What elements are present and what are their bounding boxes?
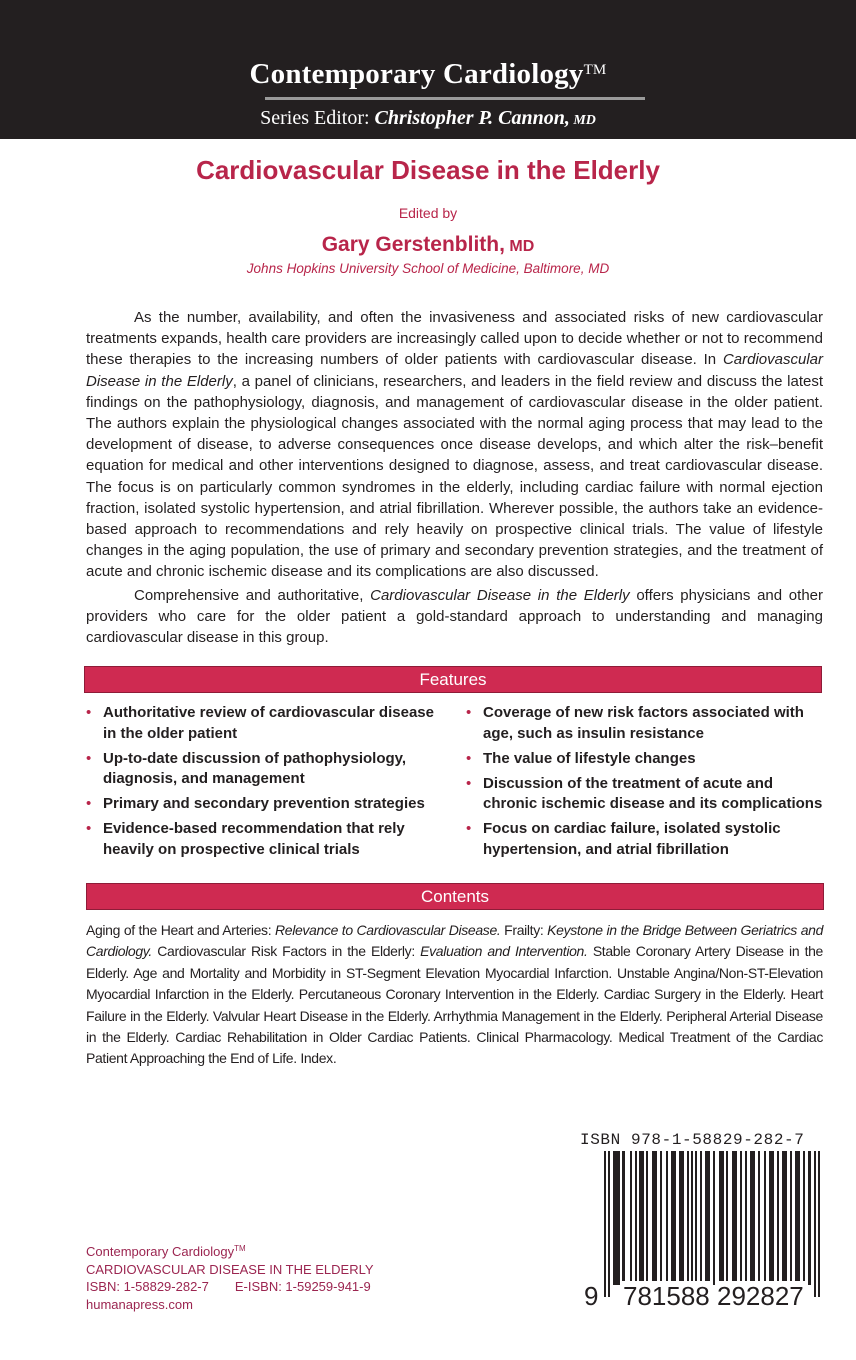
feature-item [466, 703, 828, 744]
editor-name [0, 233, 856, 257]
barcode-isbn-label: ISBN 978-1-58829-282-7 [580, 1131, 805, 1149]
feature-item [466, 749, 828, 770]
bullet-icon: • [86, 749, 92, 767]
chapter-title: Cardiovascular Risk Factors in the Elderly: [151, 943, 421, 960]
chapter-subtitle: Relevance to Cardiovascular Disease. [275, 922, 501, 938]
barcode-digit-group: 292827 [717, 1281, 804, 1311]
features-list-left [86, 703, 446, 865]
chapter-title: Aging of the Heart and Arteries: [86, 922, 276, 938]
bullet-icon: • [466, 774, 472, 792]
publisher-website: humanapress.com [86, 1296, 193, 1312]
bullet-icon: • [86, 820, 92, 837]
description-paragraph-2 [86, 585, 823, 649]
description-text: Comprehensive and authoritative, [134, 587, 371, 604]
edited-by-label: Edited by [398, 205, 458, 221]
feature-text: Up-to-date discussion of pathophysiology, diagnosis, and management [103, 749, 407, 787]
description-text: As the number, availability, and often the invasiveness and associated risks of new cardiovascular treatments expands, health care providers are increasingly called upon to decide whether or not to recommend these therapies to the increasing numbers of older patients with cardiovascular disease. In [86, 309, 823, 369]
series-title-text: Contemporary Cardiology [249, 58, 584, 90]
feature-item [466, 819, 828, 860]
bullet-icon: • [466, 704, 472, 721]
series-title [0, 58, 856, 91]
series-editor-name: Christopher P. Cannon, [374, 107, 570, 129]
e-isbn: E-ISBN: 1-59259-941-9 [234, 1279, 371, 1294]
description-paragraph-1 [86, 307, 823, 583]
publisher-imprint [86, 1240, 374, 1313]
feature-text: Authoritative review of cardiovascular disease in the older patient [103, 704, 434, 742]
series-header-band [0, 0, 856, 139]
bullet-icon: • [466, 820, 472, 837]
feature-text: Discussion of the treatment of acute and chronic ischemic disease and its complications [483, 774, 823, 812]
series-editor-label: Series Editor: [260, 107, 375, 129]
feature-item [86, 794, 446, 815]
header-divider [265, 97, 645, 100]
barcode-digit-group: 781588 [623, 1281, 710, 1311]
chapter-title: Frailty: [500, 922, 548, 938]
imprint-title: CARDIOVASCULAR DISEASE IN THE ELDERLY [86, 1261, 374, 1277]
contents-heading-bar: Contents [86, 883, 824, 910]
isbn: ISBN: 1-58829-282-7 [86, 1279, 209, 1294]
isbn-barcode-icon [604, 1151, 822, 1297]
series-editor-line [0, 107, 856, 130]
bullet-icon: • [466, 749, 472, 767]
barcode-lead-digit: 9 [584, 1281, 599, 1311]
imprint-isbns [86, 1278, 374, 1296]
chapter-subtitle: Keystone in the Bridge Between Geriatrics and Cardiology. [86, 922, 824, 960]
imprint-series-text: Contemporary Cardiology [86, 1244, 235, 1259]
book-title-inline: Cardiovascular Disease in the Elderly [86, 351, 823, 390]
feature-text: The value of lifestyle changes [483, 749, 696, 767]
feature-item [86, 703, 446, 744]
feature-text: Focus on cardiac failure, isolated systolic hypertension, and atrial fibrillation [483, 820, 781, 858]
feature-text: Evidence-based recommendation that rely heavily on prospective clinical trials [103, 820, 405, 858]
chapter-titles: Stable Coronary Artery Disease in the Elderly. Age and Mortality and Morbidity in ST-Segment Elevation Myocardial Infarction. Unstable Angina/Non-ST-Elevation Myocardial Infarction in the Elderly. Percutaneous Coronary Intervention in the Elderly. Cardiac Surgery in the Elderly. Heart Failure in the Elderly. Valvular Heart Disease in the Elderly. Arrhythmia Management in the Elderly. Peripheral Arterial Disease in the Elderly. Cardiac Rehabilitation in Older Cardiac Patients. Clinical Pharmacology. Medical Treatment of the Cardiac Patient Approaching the End of Life. Index. [86, 943, 823, 1067]
editor-name-text: Gary Gerstenblith, [321, 233, 505, 256]
features-list-right [466, 703, 828, 865]
contents-list [86, 920, 823, 1070]
feature-text: Coverage of new risk factors associated with age, such as insulin resistance [483, 704, 804, 742]
features-heading-bar: Features [84, 666, 822, 693]
feature-text: Primary and secondary prevention strategies [103, 795, 425, 812]
trademark-mark: TM [234, 1244, 246, 1253]
trademark-mark: TM [583, 62, 607, 78]
bullet-icon: • [86, 704, 92, 721]
bullet-icon: • [86, 795, 92, 812]
book-title: Cardiovascular Disease in the Elderly [196, 155, 660, 185]
book-title-inline: Cardiovascular Disease in the Elderly [370, 587, 630, 604]
description-text: offers physicians and other providers who care for the older patient a gold-standard approach to understanding and managing cardiovascular disease in this group. [86, 587, 823, 647]
feature-item [86, 819, 446, 860]
chapter-subtitle: Evaluation and Intervention. [420, 943, 588, 960]
feature-item [86, 749, 446, 790]
imprint-series [86, 1240, 374, 1261]
feature-item [466, 774, 828, 815]
editor-affiliation: Johns Hopkins University School of Medicine, Baltimore, MD [246, 261, 610, 276]
editor-degree: MD [504, 238, 535, 255]
series-editor-degree: MD [569, 113, 596, 128]
description-text: , a panel of clinicians, researchers, and leaders in the field review and discuss the latest findings on the pathophysiology, diagnosis, and management of cardiovascular disease in the older patient. The authors explain the physiological changes associated with the normal aging process that may lead to the development of disease, to adverse consequences once disease develops, and which alter the risk–benefit equation for medical and other interventions designed to diagnose, assess, and treat cardiovascular disease. The focus is on particularly common syndromes in the elderly, including cardiac failure with normal ejection fraction, isolated systolic hypertension, and atrial fibrillation. Wherever possible, the authors take an evidence-based approach to recommendations and rely heavily on prospective clinical trials. The value of lifestyle changes in the aging population, the use of primary and secondary prevention strategies, and the treatment of acute and chronic ischemic disease and its complications are also discussed. [86, 372, 823, 581]
